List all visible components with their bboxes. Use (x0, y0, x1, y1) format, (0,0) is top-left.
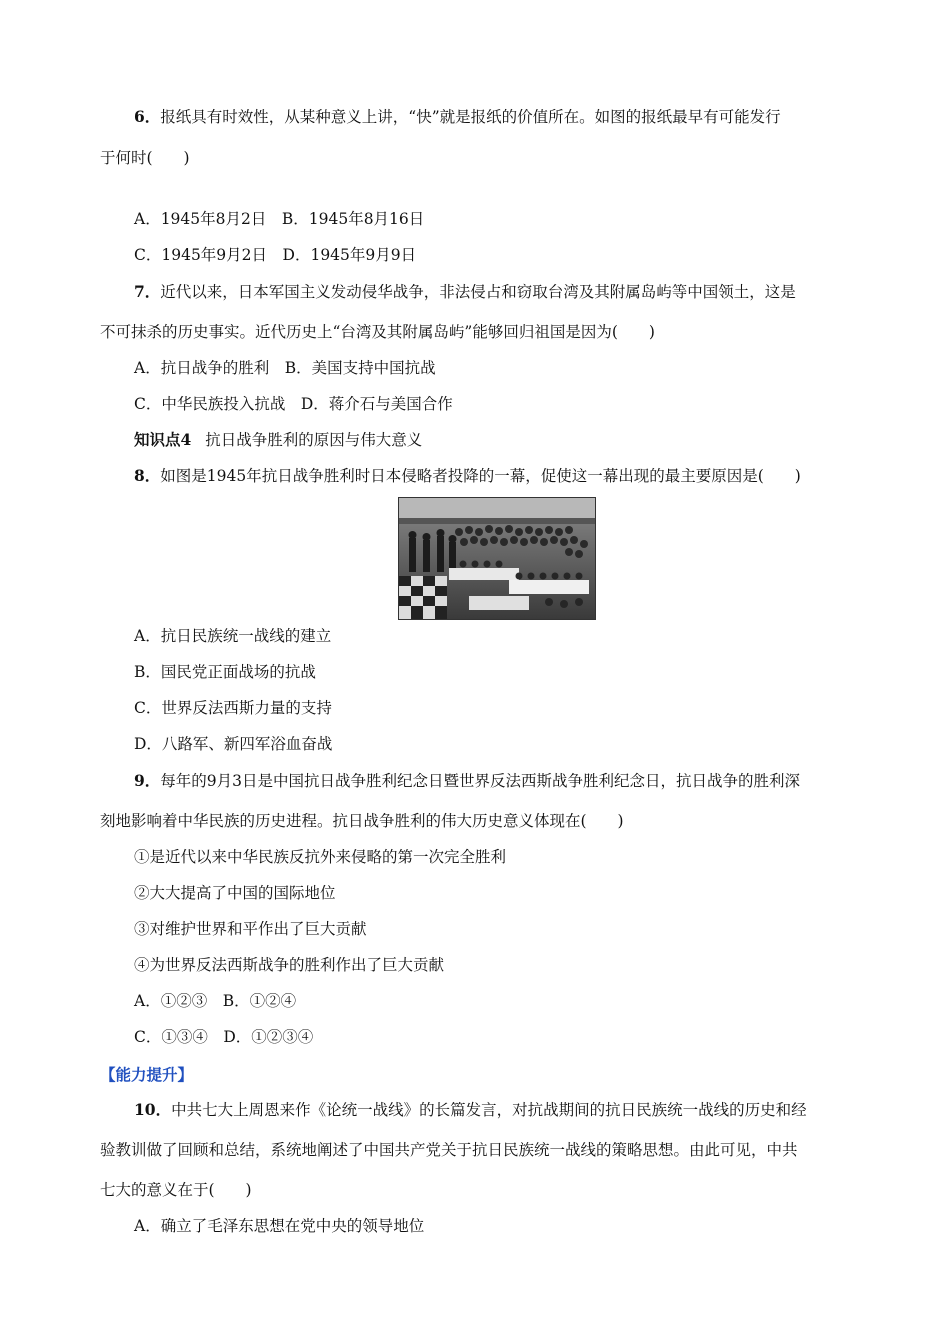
surrender-ceremony-photo (398, 497, 596, 620)
q6-stem-1: 报纸具有时效性，从某种意义上讲，“快”就是报纸的价值所在。如图的报纸最早有可能发行 (160, 108, 781, 126)
q8-option-d: D．八路军、新四军浴血奋战 (134, 735, 333, 753)
q6-options-ab: A．1945年8月2日 B．1945年8月16日 (134, 210, 425, 228)
q10-stem-1: 中共七大上周恩来作《论统一战线》的长篇发言，对抗战期间的抗日民族统一战线的历史和经 (171, 1101, 807, 1119)
surrender-ceremony-photo-illustration (399, 498, 595, 619)
q9-options-cd: C．①③④ D．①②③④ (134, 1028, 314, 1046)
q8-option-b: B．国民党正面战场的抗战 (134, 663, 316, 681)
q9-item-2: ②大大提高了中国的国际地位 (134, 884, 336, 902)
q8-option-c: C．世界反法西斯力量的支持 (134, 699, 332, 717)
q7-number: 7． (134, 282, 161, 301)
q7-line2: 不可抹杀的历史事实。近代历史上“台湾及其附属岛屿”能够回归祖国是因为( ) (100, 323, 655, 341)
q9-stem-1: 每年的9月3日是中国抗日战争胜利纪念日暨世界反法西斯战争胜利纪念日，抗日战争的胜利深 (160, 772, 801, 790)
q8-number: 8． (134, 466, 161, 485)
q10-line3: 七大的意义在于( ) (100, 1181, 252, 1199)
q10-line2: 验教训做了回顾和总结，系统地阐述了中国共产党关于抗日民族统一战线的策略思想。由此可见，中共 (100, 1141, 798, 1159)
q8-stem-1: 如图是1945年抗日战争胜利时日本侵略者投降的一幕，促使这一幕出现的最主要原因是( ) (160, 467, 801, 485)
q6-line2: 于何时( ) (100, 149, 190, 167)
q8-line1 (134, 466, 801, 486)
q10-option-a: A．确立了毛泽东思想在党中央的领导地位 (134, 1217, 425, 1235)
q10-line1 (134, 1100, 807, 1120)
q6-number: 6． (134, 107, 161, 126)
q9-number: 9． (134, 771, 161, 790)
q8-option-a: A．抗日民族统一战线的建立 (134, 627, 332, 645)
q9-item-3: ③对维护世界和平作出了巨大贡献 (134, 920, 367, 938)
knowledge-point-heading (134, 430, 422, 450)
q9-options-ab: A．①②③ B．①②④ (134, 992, 297, 1010)
q9-item-4: ④为世界反法西斯战争的胜利作出了巨大贡献 (134, 956, 445, 974)
q7-options-ab: A．抗日战争的胜利 B．美国支持中国抗战 (134, 359, 436, 377)
knowledge-point-title: 抗日战争胜利的原因与伟大意义 (205, 431, 423, 449)
q9-line1 (134, 771, 800, 791)
q7-line1 (134, 282, 796, 302)
q9-line2: 刻地影响着中华民族的历史进程。抗日战争胜利的伟大历史意义体现在( ) (100, 812, 624, 830)
q6-line1 (134, 107, 781, 127)
q9-item-1: ①是近代以来中华民族反抗外来侵略的第一次完全胜利 (134, 848, 507, 866)
q7-stem-1: 近代以来，日本军国主义发动侵华战争，非法侵占和窃取台湾及其附属岛屿等中国领土，这是 (160, 283, 796, 301)
knowledge-point-label: 知识点4 (134, 430, 192, 449)
section-heading-ability: 【能力提升】 (100, 1065, 194, 1084)
q7-options-cd: C．中华民族投入抗战 D．蒋介石与美国合作 (134, 395, 453, 413)
q10-number: 10． (134, 1100, 172, 1119)
q6-options-cd: C．1945年9月2日 D．1945年9月9日 (134, 246, 417, 264)
